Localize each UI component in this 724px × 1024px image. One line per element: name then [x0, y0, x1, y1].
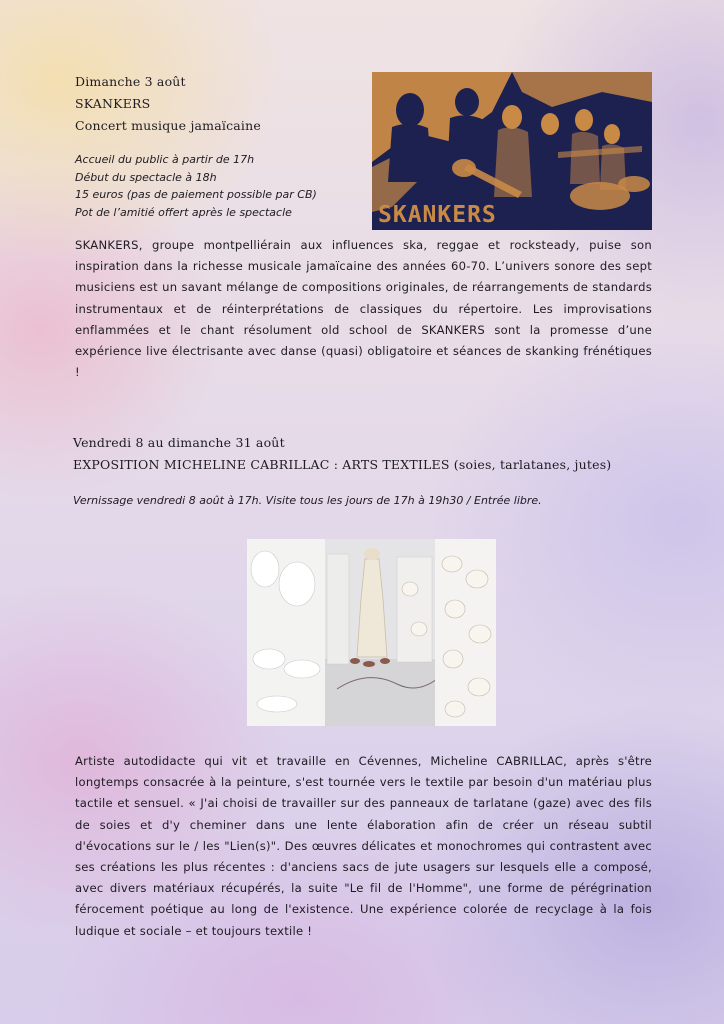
- exhibition-photo: [247, 539, 496, 726]
- concert-info-line: 15 euros (pas de paiement possible par CB): [75, 188, 317, 201]
- concert-info-line: Pot de l’amitié offert après le spectacle: [75, 205, 292, 219]
- concert-info: [75, 151, 365, 221]
- exhibition-title: EXPOSITION MICHELINE CABRILLAC : ARTS TEXTILES (soies, tarlatanes, jutes): [73, 457, 612, 472]
- concert-description: SKANKERS, groupe montpelliérain aux influences ska, reggae et rocksteady, puise son inspiration dans la richesse musicale jamaïcaine des années 60-70. L’univers sonore des sept musiciens est un savant mélange de compositions originales, de réarrangements de standards instrumentaux et de réinterprétations de classiques du répertoire. Les improvisations enflammées et le chant résolument old school de SKANKERS sont la promesse d’une expérience live électrisante avec danse (quasi) obligatoire et séances de skanking frénétiques !: [75, 238, 652, 380]
- concert-band-name: SKANKERS: [75, 96, 151, 111]
- concert-subtitle: Concert musique jamaïcaine: [75, 118, 261, 133]
- exhibition-info: Vernissage vendredi 8 août à 17h. Visite tous les jours de 17h à 19h30 / Entrée libre.: [73, 494, 542, 507]
- concert-info-line: Début du spectacle à 18h: [75, 170, 217, 184]
- exhibition-description: Artiste autodidacte qui vit et travaille en Cévennes, Micheline CABRILLAC, après s'être longtemps consacrée à la peinture, s'est tournée vers le textile par besoin d'un matériau plus tactile et sensuel. « J'ai choisi de travailler sur des panneaux de tarlatane (gaze) avec des fils de soies et d'y cheminer dans une lente élaboration afin de créer un réseau subtil d'évocations sur le / les "Lien(s)". Des œuvres délicates et monochromes qui contrastent avec ses créations les plus récentes : d'anciens sacs de jute usagers sur lesquels elle a composé, avec divers matériaux récupérés, la suite "Le fil de l'Homme", une forme de pérégrination férocement poétique au long de l'existence. Une expérience colorée de recyclage à la fois ludique et sociale – et toujours textile !: [75, 754, 652, 938]
- exhibition-date: Vendredi 8 au dimanche 31 août: [73, 435, 285, 450]
- band-photo-illustration: [372, 72, 652, 230]
- band-photo: [372, 72, 652, 230]
- concert-date: Dimanche 3 août: [75, 74, 186, 89]
- exhibition-heading: [73, 432, 653, 476]
- exhibition-photo-illustration: [247, 539, 496, 726]
- concert-heading: [75, 71, 365, 137]
- skankers-logo: SKANKERS: [378, 202, 497, 228]
- concert-info-line: Accueil du public à partir de 17h: [75, 153, 255, 166]
